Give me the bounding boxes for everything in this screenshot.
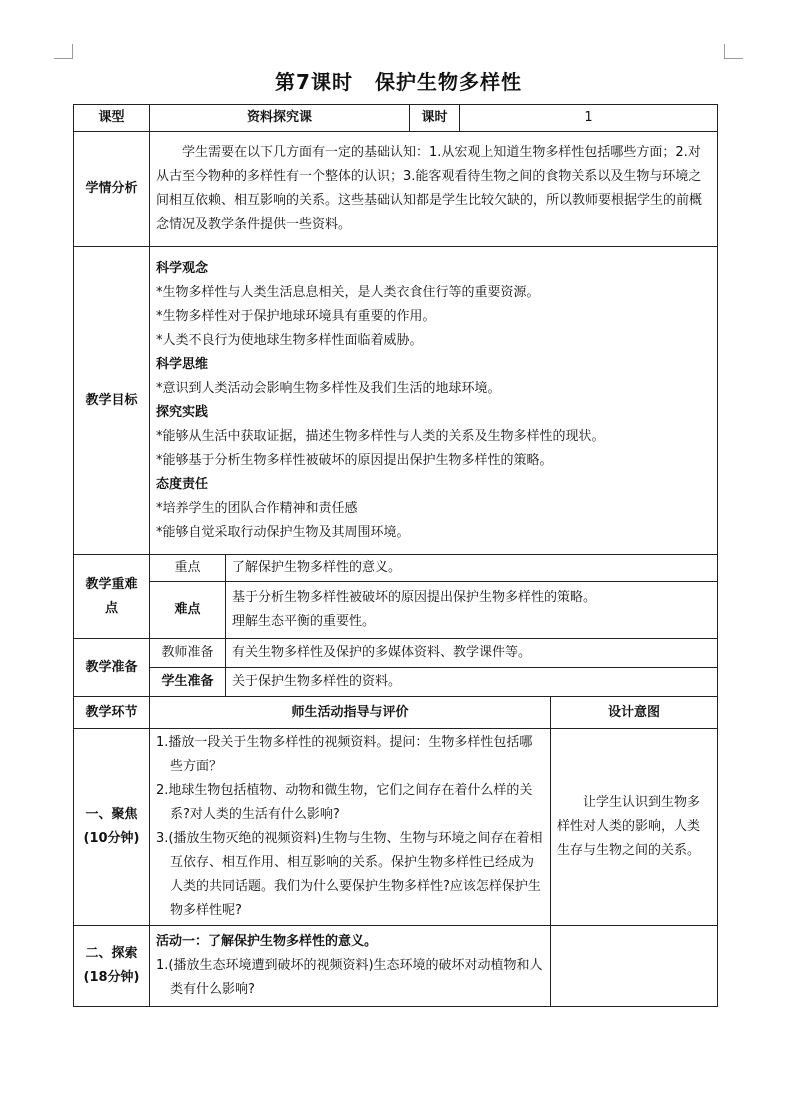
activity-item: 2.地球生物包括植物、动物和微生物，它们之间存在着什么样的关系?对人类的生活有什么影响?	[156, 783, 533, 822]
difficulty-line: 理解生态平衡的重要性。	[232, 614, 376, 629]
class-hours-label: 课时	[410, 105, 460, 132]
goals-item: *能够从生活中获取证据，描述生物多样性与人类的关系及生物多样性的现状。	[156, 428, 605, 444]
goals-content	[150, 247, 718, 555]
process-col-activity: 师生活动指导与评价	[150, 697, 551, 729]
goals-section-thinking: 科学思维	[156, 356, 209, 372]
stage-time: (10分钟)	[83, 831, 140, 846]
page-title	[0, 66, 797, 95]
prep-label: 教学准备	[74, 639, 150, 697]
stage-explore-activities	[150, 926, 551, 1007]
difficulty-label: 难点	[150, 582, 226, 639]
key-point-text: 了解保护生物多样性的意义。	[226, 555, 718, 582]
analysis-label: 学情分析	[74, 132, 150, 247]
stage-focus-label	[74, 729, 150, 926]
goals-item: *人类不良行为使地球生物多样性面临着威胁。	[156, 332, 423, 348]
goals-item: *能够自觉采取行动保护生物及其周围环境。	[156, 524, 410, 540]
activity-item: 1.播放一段关于生物多样性的视频资料。提问：生物多样性包括哪些方面？	[156, 735, 533, 774]
stage-focus-intent: 让学生认识到生物多样性对人类的影响，人类生存与生物之间的关系。	[551, 729, 718, 926]
course-type-value: 资料探究课	[150, 105, 410, 132]
course-type-label: 课型	[74, 105, 150, 132]
process-col-intent: 设计意图	[551, 697, 718, 729]
teacher-prep-label: 教师准备	[150, 639, 226, 668]
goals-section-concept: 科学观念	[156, 260, 209, 276]
stage-name: 一、聚焦	[85, 807, 138, 822]
goals-item: *能够基于分析生物多样性被破坏的原因提出保护生物多样性的策略。	[156, 452, 553, 468]
key-point-label: 重点	[150, 555, 226, 582]
activity-item: 3.(播放生物灭绝的视频资料)生物与生物、生物与环境之间存在着相互依存、相互作用、相互影响的关系。保护生物多样性已经成为人类的共同话题。我们为什么要保护生物多样性?应该怎样保护生物多样性呢?	[156, 831, 543, 918]
class-hours-value: 1	[460, 105, 718, 132]
key-point-row	[74, 555, 718, 582]
goals-section-practice: 探究实践	[156, 404, 209, 420]
stage-name: 二、探索	[85, 946, 138, 961]
difficulty-line: 基于分析生物多样性被破坏的原因提出保护生物多样性的策略。	[232, 590, 597, 605]
stage-focus-activities	[150, 729, 551, 926]
goals-label: 教学目标	[74, 247, 150, 555]
keypoints-label: 教学重难点	[74, 555, 150, 639]
goals-item: *生物多样性对于保护地球环境具有重要的作用。	[156, 308, 436, 324]
lesson-number: 第7课时	[275, 70, 353, 94]
activity-item: 1.(播放生态环境遭到破坏的视频资料)生态环境的破坏对动植物和人类有什么影响?	[156, 958, 543, 997]
corner-mark-right	[724, 44, 743, 59]
stage-time: (18分钟)	[83, 970, 140, 985]
student-prep-label: 学生准备	[150, 668, 226, 697]
student-prep-row	[74, 668, 718, 697]
goals-section-attitude: 态度责任	[156, 476, 209, 492]
goals-row	[74, 247, 718, 555]
process-header-row	[74, 697, 718, 729]
goals-item: *生物多样性与人类生活息息相关，是人类衣食住行等的重要资源。	[156, 284, 540, 300]
process-col-stage: 教学环节	[74, 697, 150, 729]
stage-focus-row	[74, 729, 718, 926]
teacher-prep-row	[74, 639, 718, 668]
difficulty-row	[74, 582, 718, 639]
goals-item: *意识到人类活动会影响生物多样性及我们生活的地球环境。	[156, 380, 501, 396]
course-type-row	[74, 105, 718, 132]
activity-title: 活动一：了解保护生物多样性的意义。	[156, 934, 378, 949]
lesson-plan-table	[73, 104, 718, 1007]
analysis-text: 学生需要在以下几方面有一定的基础认知：1.从宏观上知道生物多样性包括哪些方面；2.对从古至今物种的多样性有一个整体的认识；3.能客观看待生物之间的食物关系以及生物与环境之间相互依赖、相互影响的关系。这些基础认知都是学生比较欠缺的，所以教师要根据学生的前概念情况及教学条件提供一些资料。	[150, 132, 718, 247]
goals-item: *培养学生的团队合作精神和责任感	[156, 500, 358, 516]
stage-explore-intent	[551, 926, 718, 1007]
lesson-topic: 保护生物多样性	[374, 70, 522, 94]
student-prep-text: 关于保护生物多样性的资料。	[226, 668, 718, 697]
difficulty-content	[226, 582, 718, 639]
corner-mark-left	[54, 44, 73, 59]
stage-explore-row	[74, 926, 718, 1007]
stage-explore-label	[74, 926, 150, 1007]
teacher-prep-text: 有关生物多样性及保护的多媒体资料、教学课件等。	[226, 639, 718, 668]
analysis-row	[74, 132, 718, 247]
